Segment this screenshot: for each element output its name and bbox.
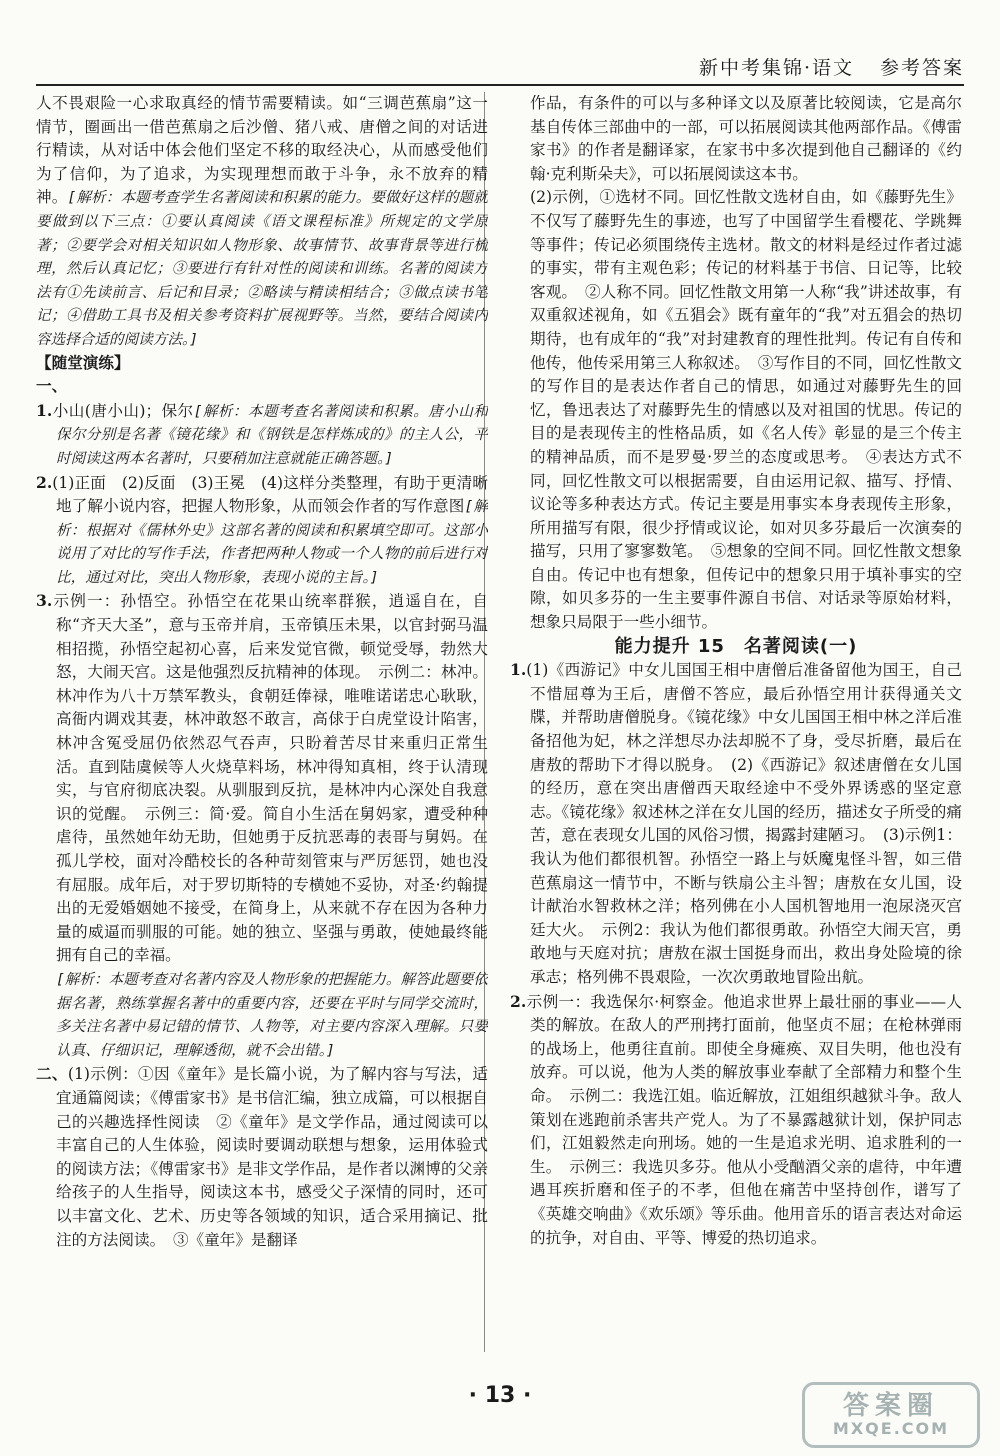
question-2: 2.(1)正面 (2)反面 (3)王冕 (4)这样分类整理，有助于更清晰地了解小说内容，把握人物形象，从而领会作者的写作意图[解析：根据对《儒林外史》这部名著的阅读和积累填空即可。这部小说用了对比的写作手法，作者把两种人物或一个人物的前后进行对比，通过对比，突出人物形象，表现小说的主旨。] [36, 472, 488, 586]
section-title: 能力提升 15 名著阅读(一) [614, 635, 858, 657]
intro-analysis: [解析：本题考查学生名著阅读和积累的能力。要做好这样的题就要做到以下三点：①要认真阅读《语文课程标准》所规定的文学原著；②要学会对相关知识如人物形象、故事情节、故事背景等进行梳理，然后认真记忆；③要进行有针对性的阅读和训练。名著的阅读方法有①先读前言、后记和目录；②略读与精读相结合；③做点读书笔记；④借助工具书及相关参考资料扩展视野等。当然，要结合阅读内容选择合适的阅读方法。] [36, 189, 488, 348]
part-one-heading: 一、 [36, 377, 68, 396]
right-column [510, 92, 962, 1372]
watermark-logo: 答案圈 MXQE.COM [802, 1382, 980, 1448]
part-two-sub-2: (2)示例，①选材不同。回忆性散文选材自由，如《藤野先生》不仅写了藤野先生的事迹，也写了中国留学生看樱花、学跳舞等事件；传记必须围绕传主选材。散文的材料是经过作者过滤的事实，带有主观色彩；传记的材料基于书信、日记等，比较客观。 ②人称不同。回忆性散文用第一人称“我”讲述故事，有双重叙述视角，如《五猖会》既有童年的“我”对五猖会的热切期待，也有成年的“我”对封建教育的理性批判。传记有自传和他传，他传采用第三人称叙述。 ③写作目的不同，回忆性散文的写作目的是表达作者自己的情思，如通过对藤野先生的回忆，鲁迅表达了对藤野先生的情感以及对祖国的忧思。传记的目的是表现传主的性格品质，如《名人传》彰显的是三个传主的精神品质，而不是罗曼·罗兰的态度或思考。 ④表达方式不同，回忆性散文可以根据需要，自由运用记叙、描写、抒情、议论等多种表达方式。传记主要是用事实本身表现传主形象，所用描写有限，很少抒情或议论，如对贝多芬最后一次演奏的描写，只用了寥寥数笔。 ⑤想象的空间不同。回忆性散文想象自由。传记中也有想象，但传记中的想象只用于填补事实的空隙，如贝多芬的一生主要事件源自书信、对话录等原始材料，想象只局限于一些小细节。 [530, 188, 962, 632]
left-column [36, 92, 488, 1372]
part-two-continued: 作品，有条件的可以与多种译文以及原著比较阅读，它是高尔基自传体三部曲中的一部，可以拓展阅读其他两部作品。《傅雷家书》的作者是翻译家，在家书中多次提到他自己翻译的《约翰·克利斯朵夫》，可以拓展阅读这本书。 [530, 94, 962, 183]
question-1: 1.小山(唐小山)；保尔[解析：本题考查名著阅读和积累。唐小山和保尔分别是名著《镜花缘》和《钢铁是怎样炼成的》的主人公，平时阅读这两本名著时，只要稍加注意就能正确答题。] [36, 400, 488, 467]
answer-1: 1.(1)《西游记》中女儿国国王相中唐僧后准备留他为国王，自己不惜屈尊为王后，唐僧不答应，最后孙悟空用计获得通关文牒，并帮助唐僧脱身。《镜花缘》中女儿国国王相中林之洋后准备招他为妃，林之洋想尽办法却脱不了身，受尽折磨，最后在唐敖的帮助下才得以脱身。 (2)《西游记》叙述唐僧在女儿国的经历，意在突出唐僧西天取经途中不受外界诱惑的坚定意志。《镜花缘》叙述林之洋在女儿国的经历，描述女子所受的痛苦，意在表现女儿国的风俗习惯，揭露封建陋习。 (3)示例1：我认为他们都很机智。孙悟空一路上与妖魔鬼怪斗智，如三借芭蕉扇这一情节中，不断与铁扇公主斗智；唐敖在女儿国，设计献治水智救林之洋；格列佛在小人国机智地用一泡尿浇灭宫廷大火。 示例2：我认为他们都很勇敢。孙悟空大闹天宫，勇敢地与天庭对抗；唐敖在淑士国挺身而出，救出身处险境的徐承志；格列佛不畏艰险，一次次勇敢地冒险出航。 [510, 660, 962, 986]
running-header [36, 44, 964, 86]
header-section: 参考答案 [879, 57, 964, 79]
question-2-analysis: [解析：根据对《儒林外史》这部名著的阅读和积累填空即可。这部小说用了对比的写作手法，作者把两种人物或一个人物的前后进行对比，通过对比，突出人物形象，表现小说的主旨。] [56, 498, 488, 586]
question-3-analysis: [解析：本题考查对名著内容及人物形象的把握能力。解答此题要依据名著，熟练掌握名著中的重要内容，还要在平时与同学交流时，多关注名著中易记错的情节、人物等，对主要内容深入理解。只要认真、仔细识记，理解透彻，就不会出错。] [56, 970, 488, 1059]
question-3: 3.示例一：孙悟空。孙悟空在花果山统率群猴，逍遥自在，自称“齐天大圣”，意与玉帝并肩，玉帝镇压未果，以官封弼马温相招揽，孙悟空起初心喜，后来发觉官微，顿觉受辱，勃然大怒，大闹天宫。这是他强烈反抗精神的体现。 示例二：林冲。林冲作为八十万禁军教头，食朝廷俸禄，唯唯诺诺忠心耿耿，高衙内调戏其妻，林冲敢怒不敢言，高俅于白虎堂设计陷害，林冲含冤受屈仍依然忍气吞声，只盼着苦尽甘来重归正常生活。直到陆虞候等人火烧草料场，林冲得知真相，终于认清现实，与官府彻底决裂。从驯服到反抗，是林冲内心深处自我意识的觉醒。 示例三：简·爱。简自小生活在舅妈家，遭受种种虐待，虽然她年幼无助，但她勇于反抗恶毒的表哥与舅妈。在孤儿学校，面对冷酷校长的各种苛刻管束与严厉惩罚，她也没有屈服。成年后，对于罗切斯特的专横她不妥协，对圣·约翰提出的无爱婚姻她不接受，在简身上，从来就不存在因为各种力量的威逼而驯服的可能。她的独立、坚强与勇敢，使她最终能拥有自己的幸福。 [36, 591, 488, 965]
answer-2: 2.示例一：我选保尔·柯察金。他追求世界上最壮丽的事业——人类的解放。在敌人的严刑拷打面前，他坚贞不屈；在枪林弹雨的战场上，他勇往直前。即使全身瘫痪、双目失明，他也没有放弃。可以说，他为人类的解放事业奉献了全部精力和整个生命。 示例二：我选江姐。临近解放，江姐组织越狱斗争。敌人策划在逃跑前杀害共产党人。为了不暴露越狱计划，保护同志们，江姐毅然走向刑场。她的一生是追求光明、追求胜利的一生。 示例三：我选贝多芬。他从小受酗酒父亲的虐待，中年遭遇耳疾折磨和侄子的不孝，但他在痛苦中坚持创作，谱写了《英雄交响曲》《欢乐颂》等乐曲。他用音乐的语言表达对命运的抗争，对自由、平等、博爱的热切追求。 [510, 991, 962, 1247]
practice-heading: 【随堂演练】 [36, 353, 130, 372]
question-1-analysis: [解析：本题考查名著阅读和积累。唐小山和保尔分别是名著《镜花缘》和《钢铁是怎样炼成的》的主人公，平时阅读这两本名著时，只要稍加注意就能正确答题。] [56, 402, 488, 467]
intro-paragraph: 人不畏艰险一心求取真经的情节需要精读。如“三调芭蕉扇”这一情节，圈画出一借芭蕉扇之后沙僧、猪八戒、唐僧之间的对话进行精读，从对话中体会他们坚定不移的取经决心，从而感受他们为了信仰，为了追求，为实现理想而敢于斗争，永不放弃的精神。[解析：本题考查学生名著阅读和积累的能力。要做好这样的题就要做到以下三点：①要认真阅读《语文课程标准》所规定的文学原著；②要学会对相关知识如人物形象、故事情节、故事背景等进行梳理，然后认真记忆；③要进行有针对性的阅读和训练。名著的阅读方法有①先读前言、后记和目录；②略读与精读相结合；③做点读书笔记；④借助工具书及相关参考资料扩展视野等。当然，要结合阅读内容选择合适的阅读方法。] [36, 94, 488, 348]
header-book: 新中考集锦·语文 [698, 57, 854, 79]
page-number: · 13 · [468, 1383, 532, 1408]
part-two: 二、(1)示例：①因《童年》是长篇小说，为了解内容与写法，适宜通篇阅读；《傅雷家书》是书信汇编，独立成篇，可以根据自己的兴趣选择性阅读 ②《童年》是文学作品，通过阅读可以丰富自己的人生体验，阅读时要调动联想与想象，运用体验式的阅读方法；《傅雷家书》是非文学作品，是作者以渊博的父亲给孩子的人生指导，阅读这本书，感受父子深情的同时，还可以丰富文化、艺术、历史等各领域的知识，适合采用摘记、批注的方法阅读。 ③《童年》是翻译 [36, 1064, 488, 1249]
